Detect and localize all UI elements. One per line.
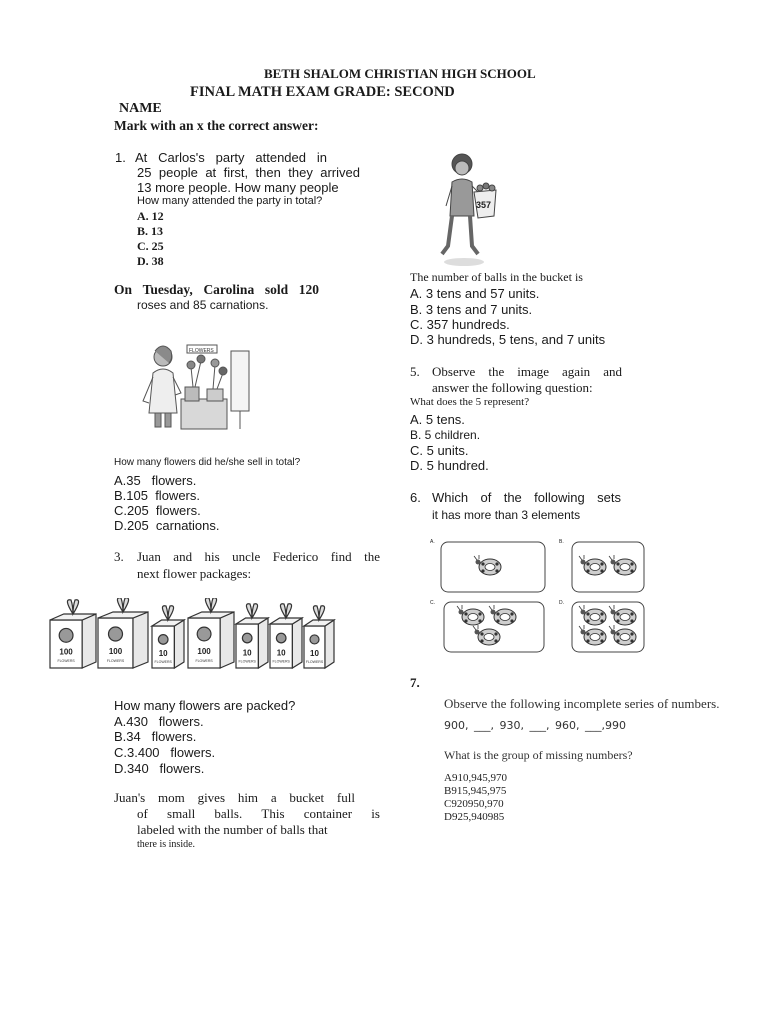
package-value: 10 xyxy=(242,648,252,658)
bug-icon xyxy=(457,605,484,625)
set-a-box[interactable] xyxy=(440,541,546,593)
bug-icon xyxy=(579,605,606,625)
package-value: 10 xyxy=(158,649,168,659)
package-value: 100 xyxy=(59,647,73,657)
flower-package xyxy=(152,606,184,668)
bug-icon xyxy=(609,605,636,625)
set-label-d: D. xyxy=(559,600,564,606)
answer-option-d[interactable]: D.205 carnations. xyxy=(114,518,220,533)
question-text-line: it has more than 3 elements xyxy=(432,508,581,522)
package-value: 100 xyxy=(197,647,211,656)
set-label-c: C. xyxy=(430,600,435,606)
package-label: FLOWERS xyxy=(57,659,75,664)
package-label: FLOWERS xyxy=(106,659,125,663)
package-label: FLOWERS xyxy=(238,659,256,664)
bug-icon xyxy=(579,625,606,645)
question-prompt: How many flowers are packed? xyxy=(114,698,296,713)
question-text-line: answer the following question: xyxy=(432,380,593,395)
package-value: 10 xyxy=(276,648,286,658)
name-label: NAME xyxy=(119,101,162,116)
question-text-line: Juan and his uncle Federico find the xyxy=(137,549,380,564)
question-prompt: What is the group of missing numbers? xyxy=(444,748,633,762)
package-value: 100 xyxy=(108,647,123,656)
question-prompt: The number of balls in the bucket is xyxy=(410,270,583,284)
question-text-line: roses and 85 carnations. xyxy=(137,298,269,312)
answer-option-c[interactable]: C. 25 xyxy=(137,239,164,253)
bug-icon xyxy=(473,625,500,645)
flower-packages-illustration xyxy=(48,598,360,670)
answer-option-d[interactable]: D. 5 hundred. xyxy=(410,458,489,473)
number-series: 900, ___, 930, ___, 960, ___,990 xyxy=(444,719,626,732)
question-number: 3. xyxy=(114,549,124,564)
answer-option-a[interactable]: A. 12 xyxy=(137,209,164,223)
answer-option-b[interactable]: B.105 flowers. xyxy=(114,488,200,503)
question-text-line: 25 people at first, then they arrived xyxy=(137,165,360,180)
answer-option-d[interactable]: D925,940985 xyxy=(444,811,505,823)
answer-option-a[interactable]: A.35 flowers. xyxy=(114,473,197,488)
answer-option-c[interactable]: C.3.400 flowers. xyxy=(114,745,216,760)
question-text-line: Observe the following incomplete series of numbers. xyxy=(444,696,720,711)
answer-option-b[interactable]: B. 3 tens and 7 units. xyxy=(410,302,533,317)
question-text-line: there is inside. xyxy=(137,839,196,850)
question-number: 7. xyxy=(410,675,420,690)
package-label: FLOWERS xyxy=(154,659,172,664)
set-label-b: B. xyxy=(559,539,564,545)
flower-seller-illustration xyxy=(133,343,253,435)
answer-option-b[interactable]: B.34 flowers. xyxy=(114,729,197,744)
question-text-line: of small balls. This container is xyxy=(137,806,380,821)
question-text-line: At Carlos's party attended in xyxy=(135,150,327,165)
question-prompt: How many attended the party in total? xyxy=(137,195,323,207)
bucket-label: 357 xyxy=(476,200,492,210)
package-value: 10 xyxy=(310,649,319,659)
question-number: 1. xyxy=(115,150,126,165)
flower-package xyxy=(98,598,148,668)
answer-option-a[interactable]: A. 3 tens and 57 units. xyxy=(410,286,540,301)
bug-icon xyxy=(609,555,636,575)
question-prompt: How many flowers did he/she sell in total? xyxy=(114,457,301,468)
boy-with-bucket-illustration xyxy=(436,150,506,268)
question-text-line: Observe the image again and xyxy=(432,364,622,379)
bug-icon xyxy=(579,555,606,575)
package-label: FLOWERS xyxy=(272,659,290,664)
answer-option-d[interactable]: D.340 flowers. xyxy=(114,761,205,776)
flower-package xyxy=(304,606,334,668)
question-text-line: Which of the following sets xyxy=(432,490,621,505)
answer-option-c[interactable]: C. 357 hundreds. xyxy=(410,317,510,332)
question-text-line: labeled with the number of balls that xyxy=(137,822,328,837)
bug-icon xyxy=(489,605,516,625)
set-c-box[interactable] xyxy=(443,601,545,653)
set-label-a: A. xyxy=(430,539,435,545)
answer-option-b[interactable]: B. 5 children. xyxy=(410,428,481,442)
instructions: Mark with an x the correct answer: xyxy=(114,118,319,133)
school-name: BETH SHALOM CHRISTIAN HIGH SCHOOL xyxy=(264,66,536,81)
flower-package xyxy=(188,598,234,668)
set-b-box[interactable] xyxy=(571,541,645,593)
exam-title: FINAL MATH EXAM GRADE: SECOND xyxy=(190,84,455,100)
question-number: 6. xyxy=(410,490,421,505)
flowers-sign-text: FLOWERS xyxy=(189,348,214,354)
answer-option-a[interactable]: A910,945,970 xyxy=(444,772,507,784)
package-label: FLOWERS xyxy=(195,659,213,663)
package-label: FLOWERS xyxy=(305,659,324,664)
bug-icon xyxy=(609,625,636,645)
answer-option-c[interactable]: C920950,970 xyxy=(444,798,504,810)
set-d-box[interactable] xyxy=(571,601,645,653)
answer-option-c[interactable]: C. 5 units. xyxy=(410,443,469,458)
question-text-line: Juan's mom gives him a bucket full xyxy=(114,790,355,805)
answer-option-a[interactable]: A. 5 tens. xyxy=(410,412,465,427)
question-number: 5. xyxy=(410,364,420,379)
answer-option-b[interactable]: B. 13 xyxy=(137,224,164,238)
answer-option-a[interactable]: A.430 flowers. xyxy=(114,714,204,729)
answer-option-d[interactable]: D. 38 xyxy=(137,254,164,268)
question-text-line: On Tuesday, Carolina sold 120 xyxy=(114,282,319,297)
answer-option-d[interactable]: D. 3 hundreds, 5 tens, and 7 units xyxy=(410,332,606,347)
answer-option-c[interactable]: C.205 flowers. xyxy=(114,503,201,518)
answer-option-b[interactable]: B915,945,975 xyxy=(444,785,507,797)
question-text-line: 13 more people. How many people xyxy=(137,180,339,195)
flower-package xyxy=(50,600,96,668)
bug-icon xyxy=(474,555,501,575)
flower-package xyxy=(236,604,268,668)
question-text-line: next flower packages: xyxy=(137,566,252,581)
flower-package xyxy=(270,604,302,668)
question-prompt: What does the 5 represent? xyxy=(410,396,530,408)
